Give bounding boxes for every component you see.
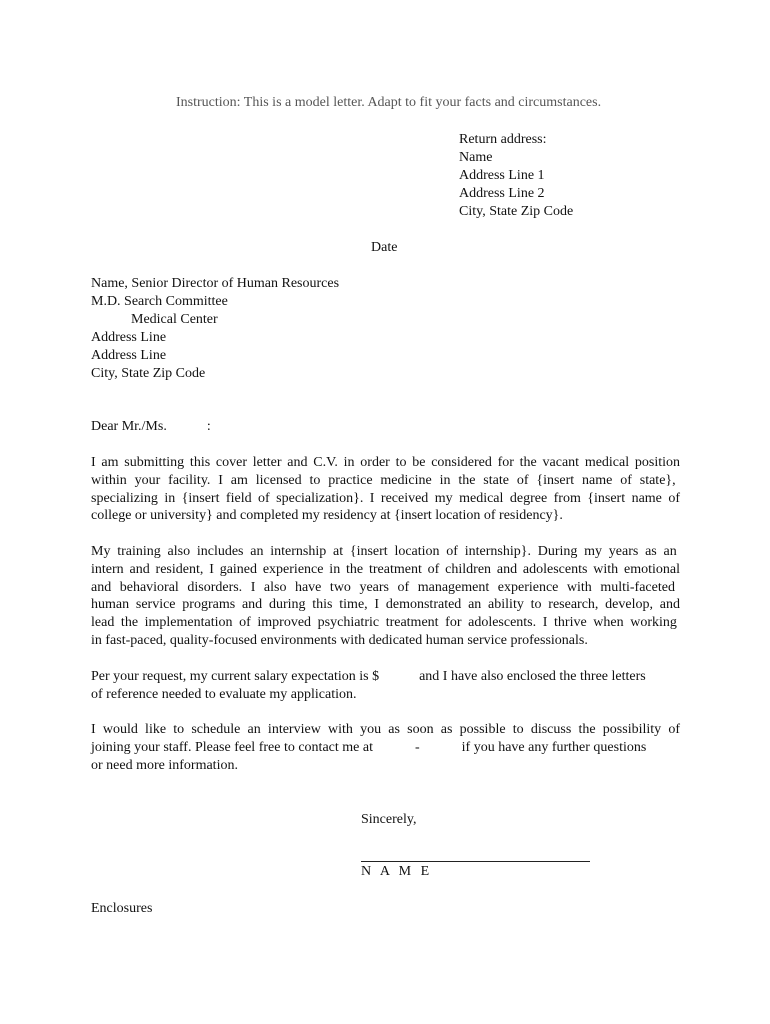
paragraph-line: and behavioral disorders. I also have two years of management experience with multi-faceted — [91, 579, 675, 595]
recipient-block — [91, 275, 339, 383]
phone-dash: - — [414, 739, 420, 755]
paragraph-line: intern and resident, I gained experience in the treatment of children and adolescents with emotional — [91, 561, 680, 577]
signature-name: N A M E — [361, 864, 433, 879]
paragraph-3 — [91, 668, 680, 704]
instruction-note: Instruction: This is a model letter. Adapt to fit your facts and circumstances. — [176, 95, 602, 110]
paragraph-line: My training also includes an internship at {insert location of internship}. During my years as an — [91, 544, 677, 559]
enclosures-label: Enclosures — [91, 901, 153, 916]
paragraph-line: in fast-paced, quality-focused environments with dedicated human service professionals. — [91, 632, 588, 648]
paragraph-line: of reference needed to evaluate my application. — [91, 686, 357, 702]
return-address-line2: Address Line 2 — [459, 186, 545, 201]
paragraph-line: or need more information. — [91, 757, 238, 773]
paragraph-4 — [91, 721, 680, 774]
paragraph-line: specializing in {insert field of specialization}. I received my medical degree from {insert name of — [91, 490, 680, 506]
paragraph-line: I would like to schedule an interview with you as soon as possible to discuss the possibility of — [91, 722, 680, 737]
paragraph-line — [91, 739, 680, 757]
salutation-prefix: Dear Mr./Ms. — [91, 419, 167, 434]
paragraph-line — [91, 668, 680, 686]
return-address-label: Return address: — [459, 132, 547, 147]
return-address-line1: Address Line 1 — [459, 168, 545, 183]
questions-text: if you have any further questions — [461, 739, 647, 755]
paragraph-1 — [91, 454, 680, 525]
recipient-line4: Address Line — [91, 330, 167, 345]
contact-text: joining your staff. Please feel free to contact me at — [91, 739, 373, 755]
recipient-line5: Address Line — [91, 348, 167, 363]
letters-text: and I have also enclosed the three letters — [419, 669, 646, 684]
return-address-city: City, State Zip Code — [459, 204, 574, 219]
paragraph-line: I am submitting this cover letter and C.V. in order to be considered for the vacant medical position — [91, 455, 680, 470]
paragraph-line: college or university} and completed my residency at {insert location of residency}. — [91, 508, 563, 524]
recipient-line6: City, State Zip Code — [91, 366, 206, 381]
recipient-line2: M.D. Search Committee — [91, 294, 228, 309]
signature-line — [361, 861, 590, 862]
return-address-name: Name — [459, 150, 493, 165]
salutation-colon: : — [206, 419, 211, 434]
recipient-line3: Medical Center — [131, 312, 218, 327]
paragraph-line: human service programs and during this time, I demonstrated an ability to research, develop, and — [91, 597, 680, 613]
letter-date: Date — [371, 240, 398, 255]
paragraph-2 — [91, 543, 680, 650]
paragraph-line: lead the implementation of improved psychiatric treatment for adolescents. I thrive when working — [91, 615, 677, 631]
closing: Sincerely, — [361, 812, 417, 827]
paragraph-line: within your facility. I am licensed to practice medicine in the state of {insert name of state}, — [91, 472, 676, 488]
recipient-line1: Name, Senior Director of Human Resources — [91, 276, 340, 291]
return-address-block — [459, 131, 573, 221]
salutation — [91, 418, 211, 436]
salary-text: Per your request, my current salary expectation is $ — [91, 669, 380, 684]
